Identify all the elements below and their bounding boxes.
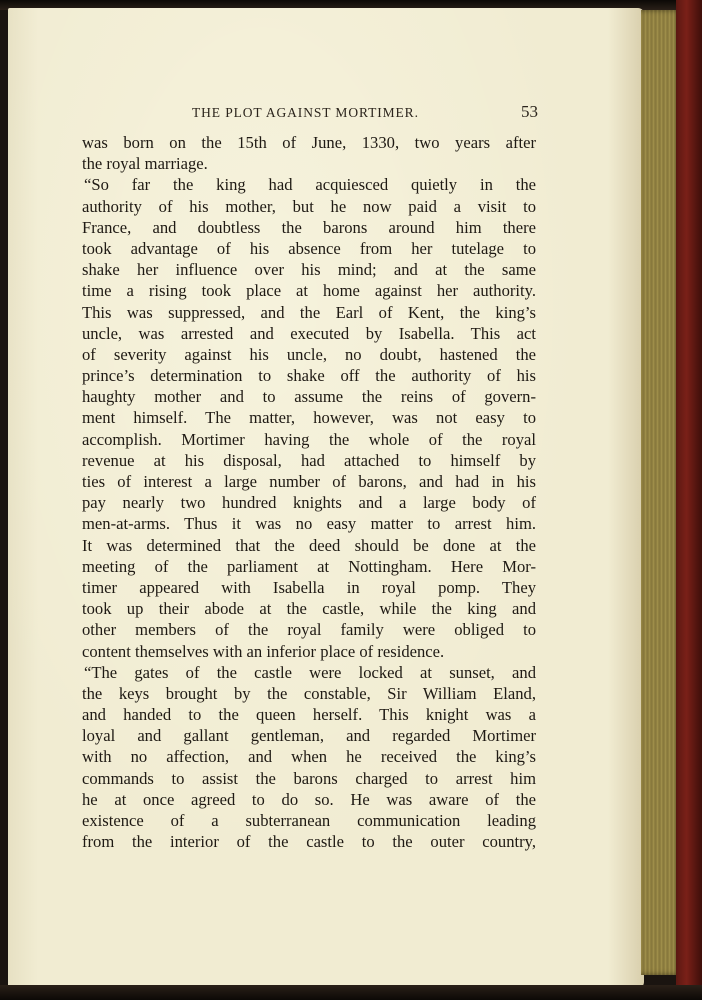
text-line: France, and doubtless the barons around him there	[82, 217, 536, 237]
running-header	[80, 103, 538, 125]
text-line: haughty mother and to assume the reins of govern-	[82, 387, 536, 407]
text-line: content themselves with an inferior place of residence.	[82, 641, 445, 661]
text-line: shake her influence over his mind; and at the same	[82, 260, 536, 280]
page-fore-edge	[641, 10, 681, 975]
text-line: commands to assist the barons charged to arrest him	[82, 768, 536, 788]
text-line: took advantage of his absence from her tutelage to	[82, 238, 536, 258]
text-line: “So far the king had acquiesced quietly in the	[84, 175, 536, 195]
text-line: existence of a subterranean communication leading	[82, 811, 536, 830]
text-line: with no affection, and when he received the king’s	[82, 747, 536, 767]
text-line: meeting of the parliament at Nottingham. Here Mor-	[82, 556, 536, 576]
body-text	[82, 132, 536, 852]
text-line: ties of interest a large number of barons, and had in his	[82, 472, 536, 491]
running-title: THE PLOT AGAINST MORTIMER.	[192, 105, 419, 120]
text-line: was born on the 15th of June, 1330, two years after	[82, 133, 536, 152]
scan-bottom-edge	[0, 985, 702, 1000]
text-line: men-at-arms. Thus it was no easy matter to arrest him.	[82, 514, 536, 534]
text-line: of severity against his uncle, no doubt, hastened the	[82, 344, 536, 364]
text-line: and handed to the queen herself. This knight was a	[82, 705, 536, 725]
text-line: ment himself. The matter, however, was not easy to	[82, 408, 536, 428]
text-line: prince’s determination to shake off the authority of his	[82, 366, 536, 386]
text-line: the keys brought by the constable, Sir William Eland,	[82, 683, 536, 703]
text-line: other members of the royal family were obliged to	[82, 620, 536, 640]
book-cover-edge	[676, 0, 702, 1000]
text-line: “The gates of the castle were locked at sunset, and	[84, 662, 536, 682]
text-line: the royal marriage.	[82, 154, 208, 174]
text-line: time a rising took place at home against her authority.	[82, 281, 536, 301]
text-line: loyal and gallant gentleman, and regarded Mortimer	[82, 726, 536, 746]
text-line: This was suppressed, and the Earl of Kent, the king’s	[82, 302, 536, 322]
text-line: took up their abode at the castle, while the king and	[82, 599, 536, 619]
text-line: uncle, was arrested and executed by Isabella. This act	[82, 323, 536, 343]
text-line: It was determined that the deed should be done at the	[82, 535, 536, 555]
page-number: 53	[521, 102, 538, 121]
text-line: accomplish. Mortimer having the whole of the royal	[82, 429, 536, 449]
text-line: pay nearly two hundred knights and a large body of	[82, 493, 536, 513]
text-line: authority of his mother, but he now paid a visit to	[82, 196, 536, 216]
text-line: from the interior of the castle to the outer country,	[82, 832, 536, 852]
text-line: he at once agreed to do so. He was aware of the	[82, 789, 536, 809]
text-line: timer appeared with Isabella in royal pomp. They	[82, 577, 536, 597]
text-line: revenue at his disposal, had attached to himself by	[82, 450, 536, 470]
